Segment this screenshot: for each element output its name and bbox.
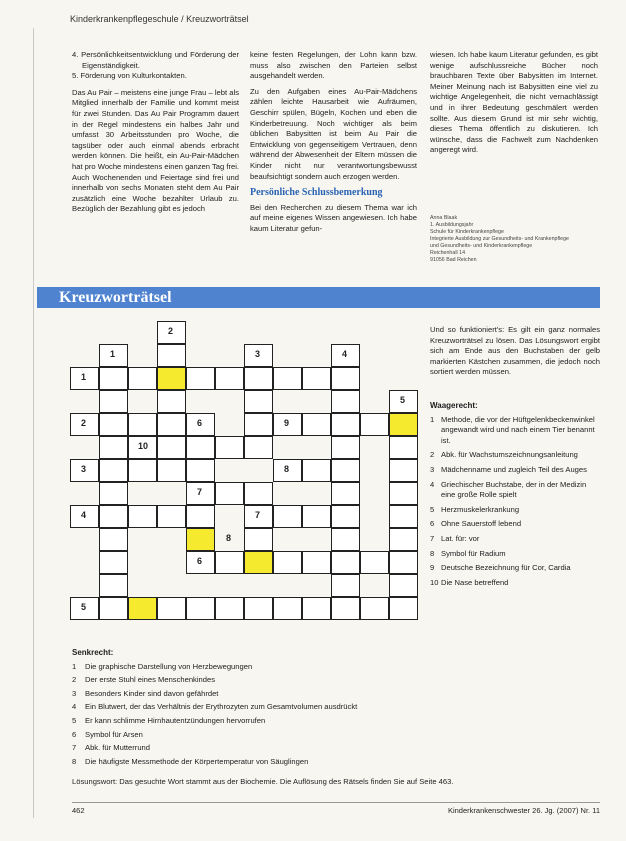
crossword-cell[interactable] — [99, 505, 128, 528]
crossword-cell-highlighted[interactable] — [186, 528, 215, 551]
crossword-cell[interactable] — [186, 551, 215, 574]
article-column-2 — [250, 50, 417, 240]
crossword-cell[interactable] — [157, 344, 186, 367]
clue-number: 3 — [255, 349, 261, 359]
crossword-cell-highlighted[interactable] — [157, 367, 186, 390]
crossword-cell[interactable] — [360, 413, 389, 436]
clue-item-text: Deutsche Bezeichnung für Cor, Cardia — [441, 563, 571, 573]
crossword-cell[interactable] — [186, 482, 215, 505]
clue-item — [430, 534, 600, 545]
article-paragraph: Das Au Pair – meistens eine junge Frau – lebt als Mitglied innerhalb der Familie und kommt meist für zwei Stunden. Das Au Pair Programm dauert in der Regel mindestens ein halbes Jahr und umfasst 30 Arbeitsstunden pro Woche, die tagsüber oder auch einmal abends erbracht werden können. Die heißt, ein Au-Pair-Mädchen hat pro Woche mindestens einen ganzen Tag frei. Auch Wochenenden und Feiertage sind frei und innerhalb von sechs Monaten steht dem Au Pair zusätzlich eine Woche bezahlter Urlaub zu. Bezüglich der Bezahlung gibt es jedoch — [72, 87, 239, 214]
clue-item — [72, 662, 600, 673]
crossword-cell[interactable] — [128, 459, 157, 482]
crossword-cell[interactable] — [99, 436, 128, 459]
crossword-cell[interactable] — [360, 597, 389, 620]
clue-item — [430, 519, 600, 530]
crossword-cell[interactable] — [215, 551, 244, 574]
clue-number: 7 — [197, 487, 203, 497]
crossword-cell[interactable] — [186, 459, 215, 482]
crossword-cell[interactable] — [99, 528, 128, 551]
crossword-cell[interactable] — [331, 436, 360, 459]
clue-number: 1 — [81, 372, 87, 382]
clue-item-text: Lat. für: vor — [441, 533, 480, 543]
crossword-cell[interactable] — [157, 459, 186, 482]
clue-item-text: Die graphische Darstellung von Herzbewegungen — [85, 661, 253, 671]
crossword-cell[interactable] — [389, 436, 418, 459]
crossword-title-banner: Kreuzworträtsel — [37, 287, 600, 308]
crossword-cell[interactable] — [70, 413, 99, 436]
clue-number: 4 — [81, 510, 87, 520]
crossword-cell[interactable] — [70, 459, 99, 482]
crossword-cell[interactable] — [331, 482, 360, 505]
crossword-cell[interactable] — [70, 367, 99, 390]
crossword-cell[interactable] — [273, 551, 302, 574]
clue-number: 5 — [400, 395, 406, 405]
crossword-cell[interactable] — [302, 597, 331, 620]
article-paragraph: Bei den Recherchen zu diesem Thema war ich auf meine eigenes Wissen angewiesen. Ich habe kaum Literatur gefun- — [250, 202, 417, 233]
clue-number: 4 — [342, 349, 348, 359]
author-line: Schule für Kinderkrankenpflege — [430, 229, 504, 235]
article-column-3 — [430, 50, 598, 161]
crossword-cell-highlighted[interactable] — [128, 597, 157, 620]
down-clues — [72, 648, 600, 770]
crossword-cell[interactable] — [215, 367, 244, 390]
clue-item-number: 2 — [72, 675, 77, 685]
clue-item-number: 7 — [72, 743, 77, 753]
author-info — [430, 215, 598, 264]
crossword-cell[interactable] — [186, 436, 215, 459]
down-heading: Senkrecht: — [72, 648, 114, 657]
clue-number: 6 — [197, 418, 203, 428]
clue-item-number: 1 — [430, 414, 435, 424]
clue-item-text: Er kann schlimme Hirnhautentzündungen hervorrufen — [85, 715, 266, 725]
crossword-cell[interactable] — [331, 344, 360, 367]
clue-item-text: Abk. für Wachstumszeichnungsanleitung — [441, 450, 578, 460]
crossword-cell[interactable] — [99, 574, 128, 597]
clue-item-number: 6 — [72, 729, 77, 739]
crossword-cell[interactable] — [128, 413, 157, 436]
clue-number: 7 — [255, 510, 261, 520]
crossword-cell[interactable] — [99, 459, 128, 482]
clue-item-text: Griechischer Buchstabe, der in der Medizin eine große Rolle spielt — [441, 479, 587, 500]
clue-item-text: Die Nase betreffend — [441, 577, 509, 587]
clue-item-number: 4 — [72, 702, 77, 712]
crossword-cell[interactable] — [389, 528, 418, 551]
clue-number: 2 — [168, 326, 174, 336]
crossword-cell[interactable] — [186, 505, 215, 528]
list-item: 5. Förderung von Kulturkontakten. — [72, 71, 187, 81]
clue-item-text: Symbol für Arsen — [85, 729, 143, 739]
crossword-cell[interactable] — [215, 436, 244, 459]
crossword-cell[interactable] — [99, 390, 128, 413]
clue-item-text: Ohne Sauerstoff lebend — [441, 519, 522, 529]
goal-list — [72, 50, 239, 82]
crossword-cell[interactable] — [215, 482, 244, 505]
crossword-cell[interactable] — [244, 413, 273, 436]
crossword-cell[interactable] — [389, 459, 418, 482]
crossword-cell[interactable] — [70, 597, 99, 620]
crossword-cell[interactable] — [244, 482, 273, 505]
solution-hint: Lösungswort: Das gesuchte Wort stammt aus der Biochemie. Die Auflösung des Rätsels finden Sie auf Seite 463. — [72, 777, 454, 786]
clue-item-number: 3 — [72, 688, 77, 698]
crossword-cell[interactable] — [99, 367, 128, 390]
crossword-cell[interactable] — [331, 551, 360, 574]
clue-item — [72, 730, 600, 741]
clue-item — [72, 757, 600, 768]
clue-number: 2 — [81, 418, 87, 428]
clue-item — [430, 549, 600, 560]
page-number: 462 — [72, 806, 85, 815]
crossword-cell[interactable] — [273, 597, 302, 620]
crossword-cell[interactable] — [302, 459, 331, 482]
crossword-cell[interactable] — [389, 597, 418, 620]
crossword-cell[interactable] — [157, 390, 186, 413]
crossword-cell[interactable] — [186, 413, 215, 436]
clue-number: 5 — [81, 602, 87, 612]
crossword-cell[interactable] — [244, 344, 273, 367]
crossword-cell[interactable] — [157, 505, 186, 528]
crossword-cell[interactable] — [331, 505, 360, 528]
clue-item-text: Der erste Stuhl eines Menschenkindes — [85, 675, 216, 685]
binding-line — [33, 28, 34, 818]
crossword-cell[interactable] — [331, 528, 360, 551]
clue-item — [430, 465, 600, 476]
clue-item-number: 2 — [430, 450, 435, 460]
clue-item-number: 5 — [430, 504, 435, 514]
running-title: Kinderkrankenpflegeschule / Kreuzworträtsel — [70, 14, 249, 24]
clue-number: 9 — [284, 418, 290, 428]
clue-number: 8 — [226, 533, 232, 543]
clue-item-text: Methode, die vor der Hüftgelenkbeckenwinkel angewandt wird und nach einem Tier benannt ist. — [441, 414, 595, 445]
crossword-cell[interactable] — [244, 528, 273, 551]
crossword-cell[interactable] — [244, 436, 273, 459]
page-footer — [72, 802, 600, 815]
crossword-cell[interactable] — [302, 367, 331, 390]
clue-item — [430, 505, 600, 516]
clue-number: 3 — [81, 464, 87, 474]
clue-item — [72, 716, 600, 727]
clue-item-number: 5 — [72, 715, 77, 725]
crossword-cell[interactable] — [128, 505, 157, 528]
crossword-cell[interactable] — [389, 390, 418, 413]
article-column-1 — [72, 50, 239, 220]
crossword-cell[interactable] — [389, 505, 418, 528]
crossword-cell[interactable] — [99, 597, 128, 620]
clue-item-text: Besonders Kinder sind davon gefährdet — [85, 688, 219, 698]
across-clues — [430, 401, 600, 592]
clue-item-number: 3 — [430, 464, 435, 474]
crossword-cell[interactable] — [273, 459, 302, 482]
list-item: 4. Persönlichkeitsentwicklung und Förderung der Eigenständigkeit. — [72, 50, 239, 70]
crossword-cell[interactable] — [157, 436, 186, 459]
clue-item-number: 8 — [430, 548, 435, 558]
crossword-cell[interactable] — [244, 597, 273, 620]
crossword-instructions: Und so funktioniert's: Es gilt ein ganz normales Kreuzworträtsel zu lösen. Das Lösungswort ergibt sich am Ende aus den Buchstaben der gelb markierten Kästchen zusammen, die jedoch noch sortiert werden müssen. — [430, 325, 600, 377]
crossword-cell[interactable] — [331, 574, 360, 597]
crossword-cell[interactable] — [389, 482, 418, 505]
crossword-cell[interactable] — [157, 321, 186, 344]
clue-item — [72, 689, 600, 700]
clue-item — [430, 450, 600, 461]
crossword-cell[interactable] — [389, 551, 418, 574]
clue-item — [430, 563, 600, 574]
crossword-cell[interactable] — [273, 413, 302, 436]
clue-number: 10 — [138, 441, 149, 451]
clue-item-text: Die häufigste Messmethode der Körpertemperatur von Säuglingen — [85, 756, 309, 766]
clue-item-number: 8 — [72, 756, 77, 766]
crossword-cell[interactable] — [302, 413, 331, 436]
clue-item-text: Mädchenname und zugleich Teil des Auges — [441, 464, 587, 474]
crossword-cell[interactable] — [331, 413, 360, 436]
clue-item-text: Ein Blutwert, der das Verhältnis der Erythrozyten zum Gesamtvolumen ausdrückt — [85, 702, 358, 712]
article-paragraph: wiesen. Ich habe kaum Literatur gefunden, es gibt wenige aufschlussreiche Bücher noch brauchbaren Texte über Babysitten im Internet. Meiner Meinung nach ist Babysitten eine viel zu wichtige Angelegenheit, die nicht vernachlässigt und in ihrer Bedeutung geschmälert werden sollte. Aus diesem Grund ist mir sehr wichtig, dieses Thema öffentlich zu diskutieren. Ich wünsche, dass die Fachwelt zum Nachdenken angeregt wird. — [430, 50, 599, 155]
clue-item — [430, 415, 600, 447]
crossword-cell[interactable] — [157, 597, 186, 620]
author-line: Reichenhall 14 — [430, 250, 466, 256]
section-heading: Persönliche Schlussbemerkung — [250, 187, 383, 199]
clue-number: 6 — [197, 556, 203, 566]
crossword-cell[interactable] — [273, 505, 302, 528]
article-paragraph: Zu den Aufgaben eines Au-Pair-Mädchens zählen leichte Hausarbeit wie Aufräumen, Geschirr spülen, Bügeln, Kochen und eben die Kinderbetreuung. Noch wichtiger als beim üblichen Babysitten ist beim Au Pair die Entwicklung von gegenseitigem Vertrauen, denn während der Abwesenheit der Eltern müssen die Kinder nicht nur verantwortungsbewusst beaufsichtigt sondern auch erzogen werden. — [250, 86, 417, 181]
crossword-cell[interactable] — [186, 597, 215, 620]
crossword-cell[interactable] — [244, 367, 273, 390]
crossword-cell-highlighted[interactable] — [244, 551, 273, 574]
magazine-reference: Kinderkrankenschwester 26. Jg. (2007) Nr. 11 — [447, 806, 600, 815]
author-line: Anna Blaak — [430, 215, 458, 221]
crossword-cell[interactable] — [331, 390, 360, 413]
clue-item — [72, 743, 600, 754]
clue-number: 8 — [284, 464, 290, 474]
clue-item-text: Herzmuskelerkrankung — [441, 504, 520, 514]
crossword-cell[interactable] — [389, 574, 418, 597]
crossword-cell[interactable] — [186, 367, 215, 390]
clue-item — [430, 480, 600, 501]
clue-item-number: 4 — [430, 479, 435, 489]
across-heading: Waagerecht: — [430, 401, 478, 410]
crossword-cell[interactable] — [99, 482, 128, 505]
crossword-cell[interactable] — [331, 459, 360, 482]
crossword-cell[interactable] — [360, 551, 389, 574]
crossword-cell[interactable] — [99, 551, 128, 574]
crossword-cell[interactable] — [128, 367, 157, 390]
crossword-cell[interactable] — [99, 344, 128, 367]
clue-item — [72, 702, 600, 713]
crossword-cell[interactable] — [99, 413, 128, 436]
clue-item-number: 6 — [430, 519, 435, 529]
author-line: 1. Ausbildungsjahr — [430, 222, 474, 228]
crossword-cell[interactable] — [128, 436, 157, 459]
crossword-cell[interactable] — [273, 367, 302, 390]
author-line: und Gesundheits- und Kinderkrankenpflege — [430, 243, 533, 249]
crossword-cell[interactable] — [215, 597, 244, 620]
crossword-cell[interactable] — [244, 505, 273, 528]
crossword-cell[interactable] — [302, 551, 331, 574]
crossword-cell[interactable] — [70, 505, 99, 528]
crossword-cell-highlighted[interactable] — [389, 413, 418, 436]
crossword-cell[interactable] — [244, 390, 273, 413]
clue-item — [430, 578, 600, 589]
clue-item-number: 10 — [430, 577, 439, 587]
clue-item — [72, 675, 600, 686]
crossword-cell[interactable] — [331, 597, 360, 620]
clue-number: 1 — [110, 349, 116, 359]
clue-item-number: 9 — [430, 563, 435, 573]
author-line: Integrierte Ausbildung zur Gesundheits- und Krankenpflege — [430, 236, 569, 242]
clue-item-number: 7 — [430, 533, 435, 543]
article-paragraph: keine festen Regelungen, der Lohn kann bzw. muss also zwischen den Parteien selbst ausgehandelt werden. — [250, 50, 417, 81]
crossword-cell[interactable] — [331, 367, 360, 390]
clue-item-number: 1 — [72, 661, 77, 671]
clue-item-text: Abk. für Mutterrund — [85, 743, 150, 753]
crossword-cell[interactable] — [157, 413, 186, 436]
author-line: 91056 Bad Reichen — [430, 257, 477, 263]
clue-item-text: Symbol für Radium — [441, 548, 506, 558]
crossword-cell[interactable] — [302, 505, 331, 528]
